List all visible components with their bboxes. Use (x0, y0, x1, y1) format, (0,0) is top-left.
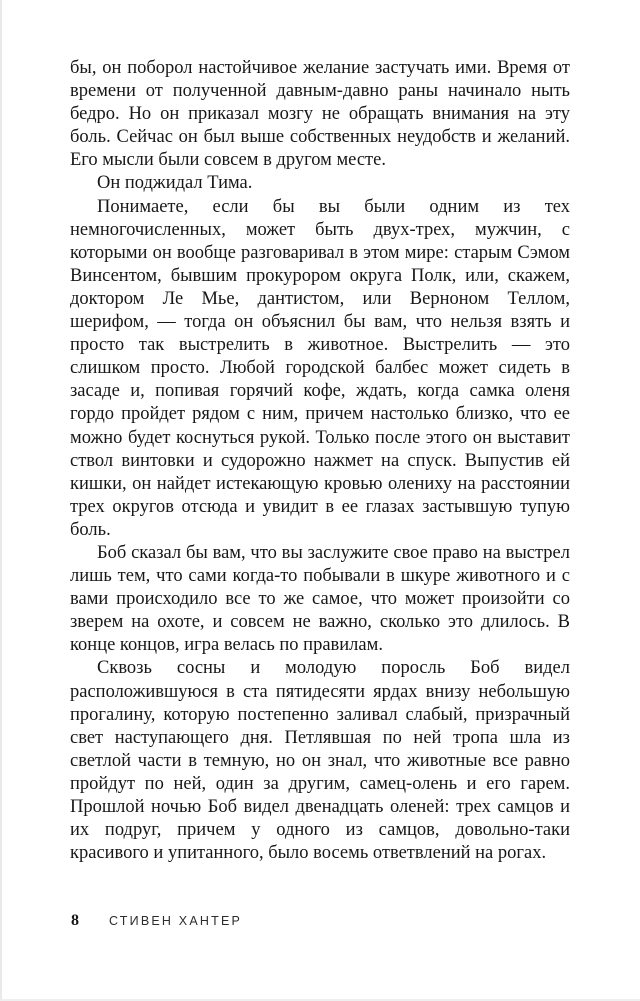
paragraph: бы, он поборол настойчивое желание застучать ими. Время от времени от полученной давным-давно раны начинало ныть бедро. Но он приказал мозгу не обращать внимания на эту боль. Сейчас он был выше собственных неудобств и желаний. Его мысли были совсем в другом месте. (70, 58, 570, 171)
paragraph: Сквозь сосны и молодую поросль Боб видел расположившуюся в ста пятидесяти ярдах внизу небольшую прогалину, которую постепенно заливал слабый, призрачный свет наступающего дня. Петлявшая по ней тропа шла из светлой части в темную, но он знал, что животные все равно пройдут по ней, один за другим, самец-олень и его гарем. Прошлой ночью Боб видел двенадцать оленей: трех самцов и их подруг, причем у одного из самцов, довольно-таки красивого и упитанного, было восемь ответвлений на рогах. (70, 658, 570, 864)
running-title: СТИВЕН ХАНТЕР (109, 914, 243, 928)
scan-edge-left (0, 0, 2, 1001)
page-footer (71, 912, 571, 930)
paragraph: Он поджидал Тима. (97, 173, 253, 194)
page-number: 8 (71, 912, 79, 929)
paragraph: Понимаете, если бы вы были одним из тех немногочисленных, может быть двух-трех, мужчин, с которыми он вообще разговаривал в этом мире: старым Сэмом Винсентом, бывшим прокурором округа Полк, или, скажем, доктором Ле Мье, дантистом, или Верноном Теллом, шерифом, — тогда он объяснил бы вам, что нельзя взять и просто так выстрелить в животное. Выстрелить — это слишком просто. Любой городской балбес может сидеть в засаде и, попивая горячий кофе, ждать, когда самка оленя гордо пройдет рядом с ним, причем настолько близко, что ее можно будет коснуться рукой. Только после этого он выставит ствол винтовки и судорожно нажмет на спуск. Выпустив ей кишки, он найдет истекающую кровью олениху на расстоянии трех округов отсюда и увидит в ее глазах застывшую тупую боль. (70, 196, 570, 540)
page-text-block (70, 57, 570, 865)
paragraph: Боб сказал бы вам, что вы заслужите свое право на выстрел лишь тем, что сами когда-то побывали в шкуре животного и с вами происходило все то же самое, что может произойти со зверем на охоте, и совсем не важно, сколько это длилось. В конце концов, игра велась по правилам. (70, 542, 570, 656)
